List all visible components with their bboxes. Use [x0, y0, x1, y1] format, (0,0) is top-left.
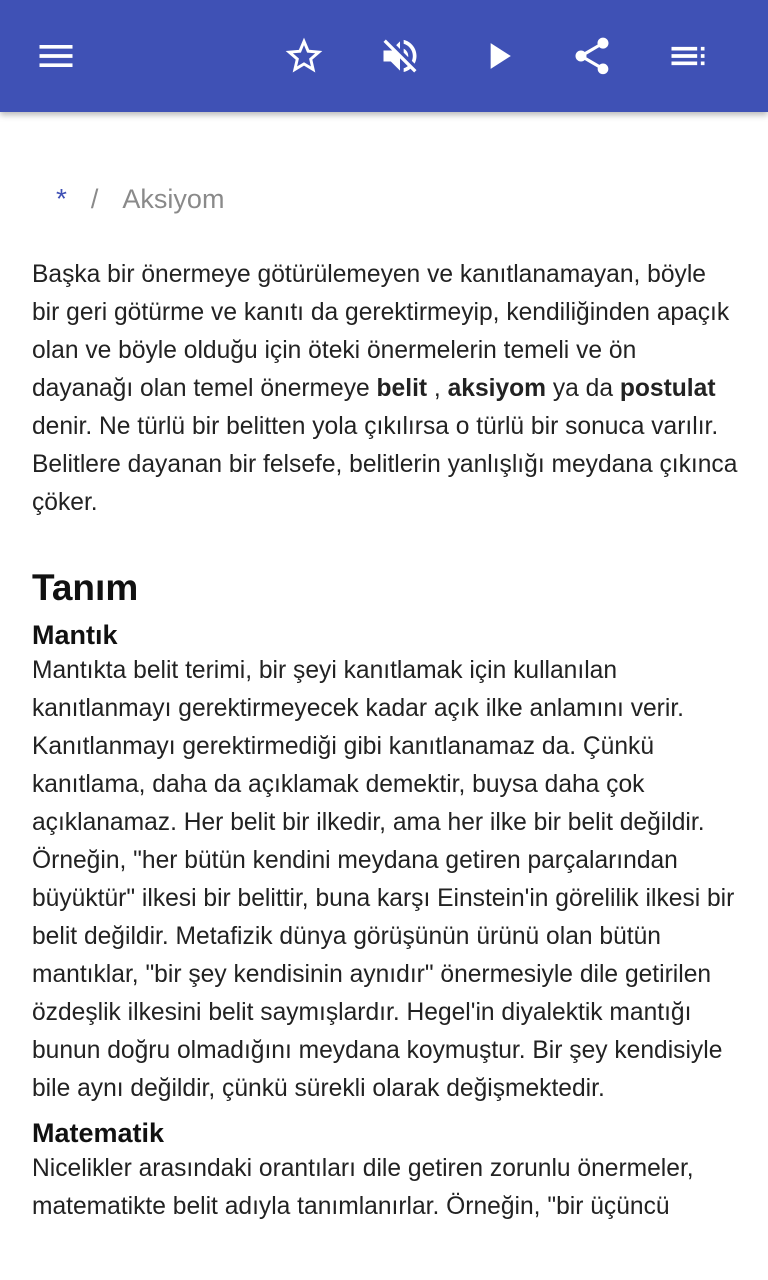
mute-button[interactable]: [372, 28, 428, 84]
subsection-heading-math: Matematik: [32, 1118, 165, 1148]
article-scroll-area[interactable]: [0, 112, 768, 1280]
contents-button[interactable]: [660, 28, 716, 84]
term-aksiyom: aksiyom: [447, 375, 547, 402]
term-postulat: postulat: [619, 375, 716, 402]
volume-off-icon: [378, 34, 422, 78]
share-icon: [570, 34, 614, 78]
logic-paragraph: Mantıkta belit terimi, bir şeyi kanıtlamak için kullanılan kanıtlanmayı gerektirmeyecek kadar açık ilke anlamını verir. Kanıtlanmayı gerektirmediği gibi kanıtlanamaz da. Çünkü kanıtlama, daha da açıklamak demektir, buysa daha çok açıklanamaz. Her belit bir ilkedir, ama her ilke bir belit değildir. Örneğin, "her bütün kendini meydana getiren parçalarından büyüktür" ilkesi bir belittir, buna karşı Einstein'in görelilik ilkesi bir belit değildir. Metafizik dünya görüşünün ürünü olan bütün mantıklar, "bir şey kendisinin aynıdır" önermesiyle dile getirilen özdeşlik ilkesini belit saymışlardır. Hegel'in diyalektik mantığı bunun doğru olmadığını meydana koymuştur. Bir şey kendisiyle bile aynı değildir, çünkü sürekli olarak değişmektedir.: [32, 657, 735, 1102]
menu-icon: [34, 34, 78, 78]
subsection-heading-logic: Mantık: [32, 620, 118, 650]
math-paragraph: Nicelikler arasındaki orantıları dile getiren zorunlu önermeler, matematikte belit adıyla tanımlanırlar. Örneğin, "bir üçüncü: [32, 1155, 694, 1220]
star-outline-icon: [282, 34, 326, 78]
intro-text-part1: Başka bir önermeye götürülemeyen ve kanıtlanamayan, böyle bir geri götürme ve kanıtı da gerektirmeyip, kendiliğinden apaçık olan ve böyle olduğu için öteki önermelerin temeli ve ön dayanağı olan temel önermeye: [32, 261, 730, 402]
intro-text-part2: denir. Ne türlü bir belitten yola çıkılırsa o türlü bir sonuca varılır. Belitlere dayanan bir felsefe, belitlerin yanlışlığı meydana çıkınca çöker.: [32, 413, 738, 516]
favorite-button[interactable]: [276, 28, 332, 84]
intro-paragraph: [32, 256, 740, 522]
intro-separator-2: ya da: [546, 375, 620, 402]
section-heading-definition: Tanım: [32, 567, 139, 608]
menu-button[interactable]: [28, 28, 84, 84]
intro-separator-1: ,: [427, 375, 448, 402]
article-body: [32, 256, 740, 1226]
breadcrumb-home-link[interactable]: *: [56, 183, 67, 214]
table-of-contents-icon: [666, 34, 710, 78]
share-button[interactable]: [564, 28, 620, 84]
breadcrumb-separator: /: [90, 184, 99, 214]
term-belit: belit: [376, 375, 428, 402]
play-icon: [476, 34, 520, 78]
breadcrumb-current: Aksiyom: [122, 184, 225, 214]
play-button[interactable]: [470, 28, 526, 84]
breadcrumb: [56, 182, 224, 216]
app-bar: [0, 0, 768, 112]
